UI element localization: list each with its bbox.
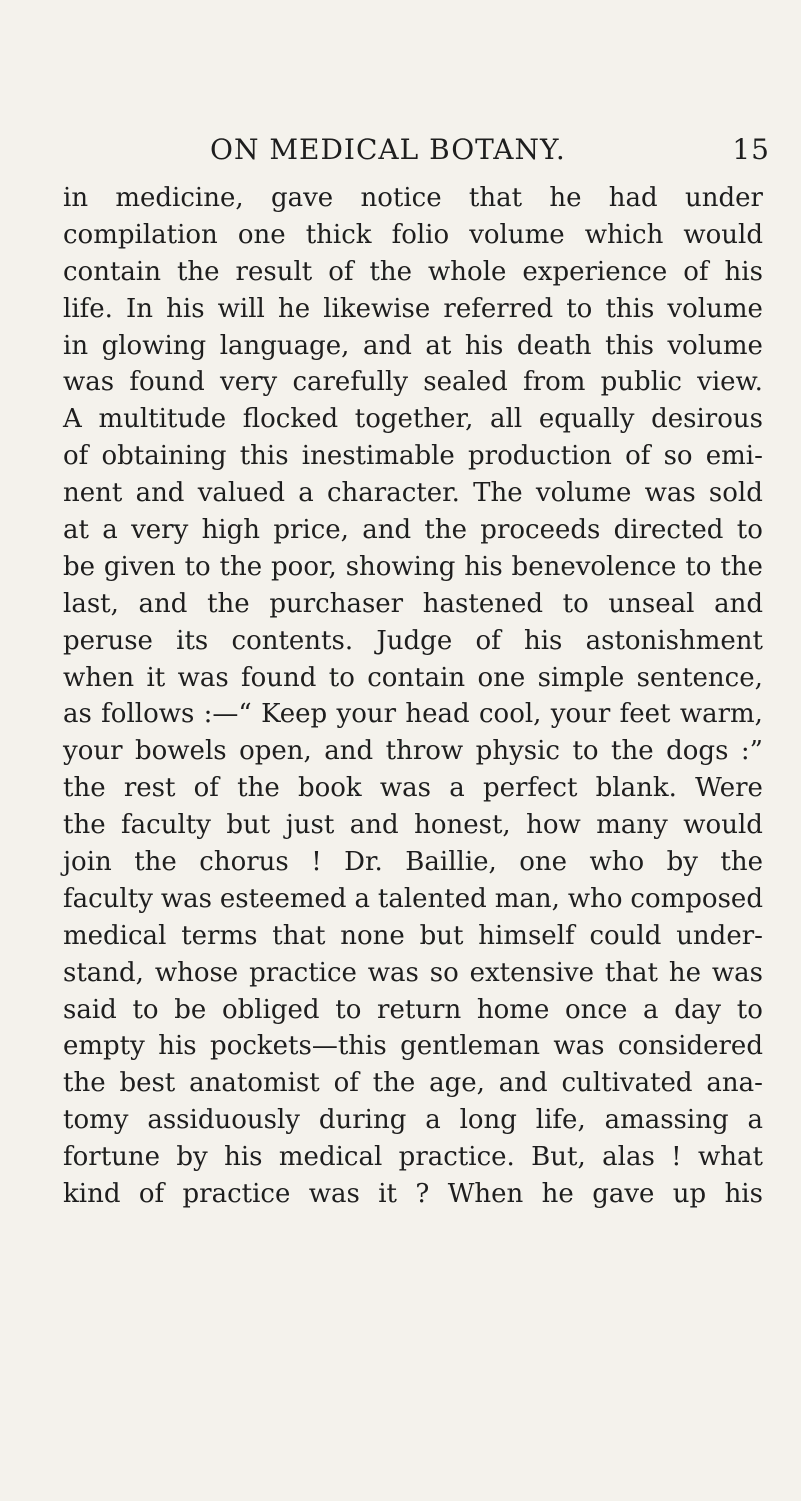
text-line: in glowing language, and at his death this volume [63,330,763,361]
text-line: faculty was esteemed a talented man, who composed [63,883,763,914]
text-line: life. In his will he likewise referred to this volume [63,293,763,324]
text-line: stand, whose practice was so extensive that he was [63,957,763,988]
text-line: be given to the poor, showing his benevolence to the [63,551,763,582]
text-line: as follows :—“ Keep your head cool, your feet warm, [63,699,763,730]
text-line: compilation one thick folio volume which would [63,219,763,250]
page-number: 15 [732,133,770,166]
text-line: last, and the purchaser hastened to unseal and [63,588,763,619]
text-line: at a very high price, and the proceeds directed to [63,515,763,546]
text-line: of obtaining this inestimable production of so emi- [63,441,763,472]
text-line: tomy assiduously during a long life, amassing a [63,1105,763,1136]
text-line: kind of practice was it ? When he gave up his [63,1179,763,1210]
text-line: contain the result of the whole experience of his [63,256,763,287]
text-line: the best anatomist of the age, and cultivated ana- [63,1068,763,1099]
text-line: medical terms that none but himself could under- [63,920,763,951]
running-head [210,133,770,173]
text-line: in medicine, gave notice that he had under [63,183,763,213]
text-line: your bowels open, and throw physic to the dogs :” [63,736,763,767]
text-line: the faculty but just and honest, how many would [63,810,763,841]
text-line: said to be obliged to return home once a day to [63,994,763,1025]
text-line: fortune by his medical practice. But, alas ! what [63,1142,763,1173]
text-line: when it was found to contain one simple sentence, [63,662,763,693]
text-line: peruse its contents. Judge of his astonishment [63,625,763,656]
text-line: A multitude flocked together, all equally desirous [63,404,763,435]
running-title: ON MEDICAL BOTANY. [210,133,566,166]
body-text [63,180,763,1213]
text-line: was found very carefully sealed from public view. [63,367,763,398]
text-line: the rest of the book was a perfect blank. Were [63,773,763,804]
text-line: nent and valued a character. The volume was sold [63,478,763,509]
text-line: join the chorus ! Dr. Baillie, one who by the [63,847,763,878]
text-line: empty his pockets—this gentleman was considered [63,1031,763,1062]
